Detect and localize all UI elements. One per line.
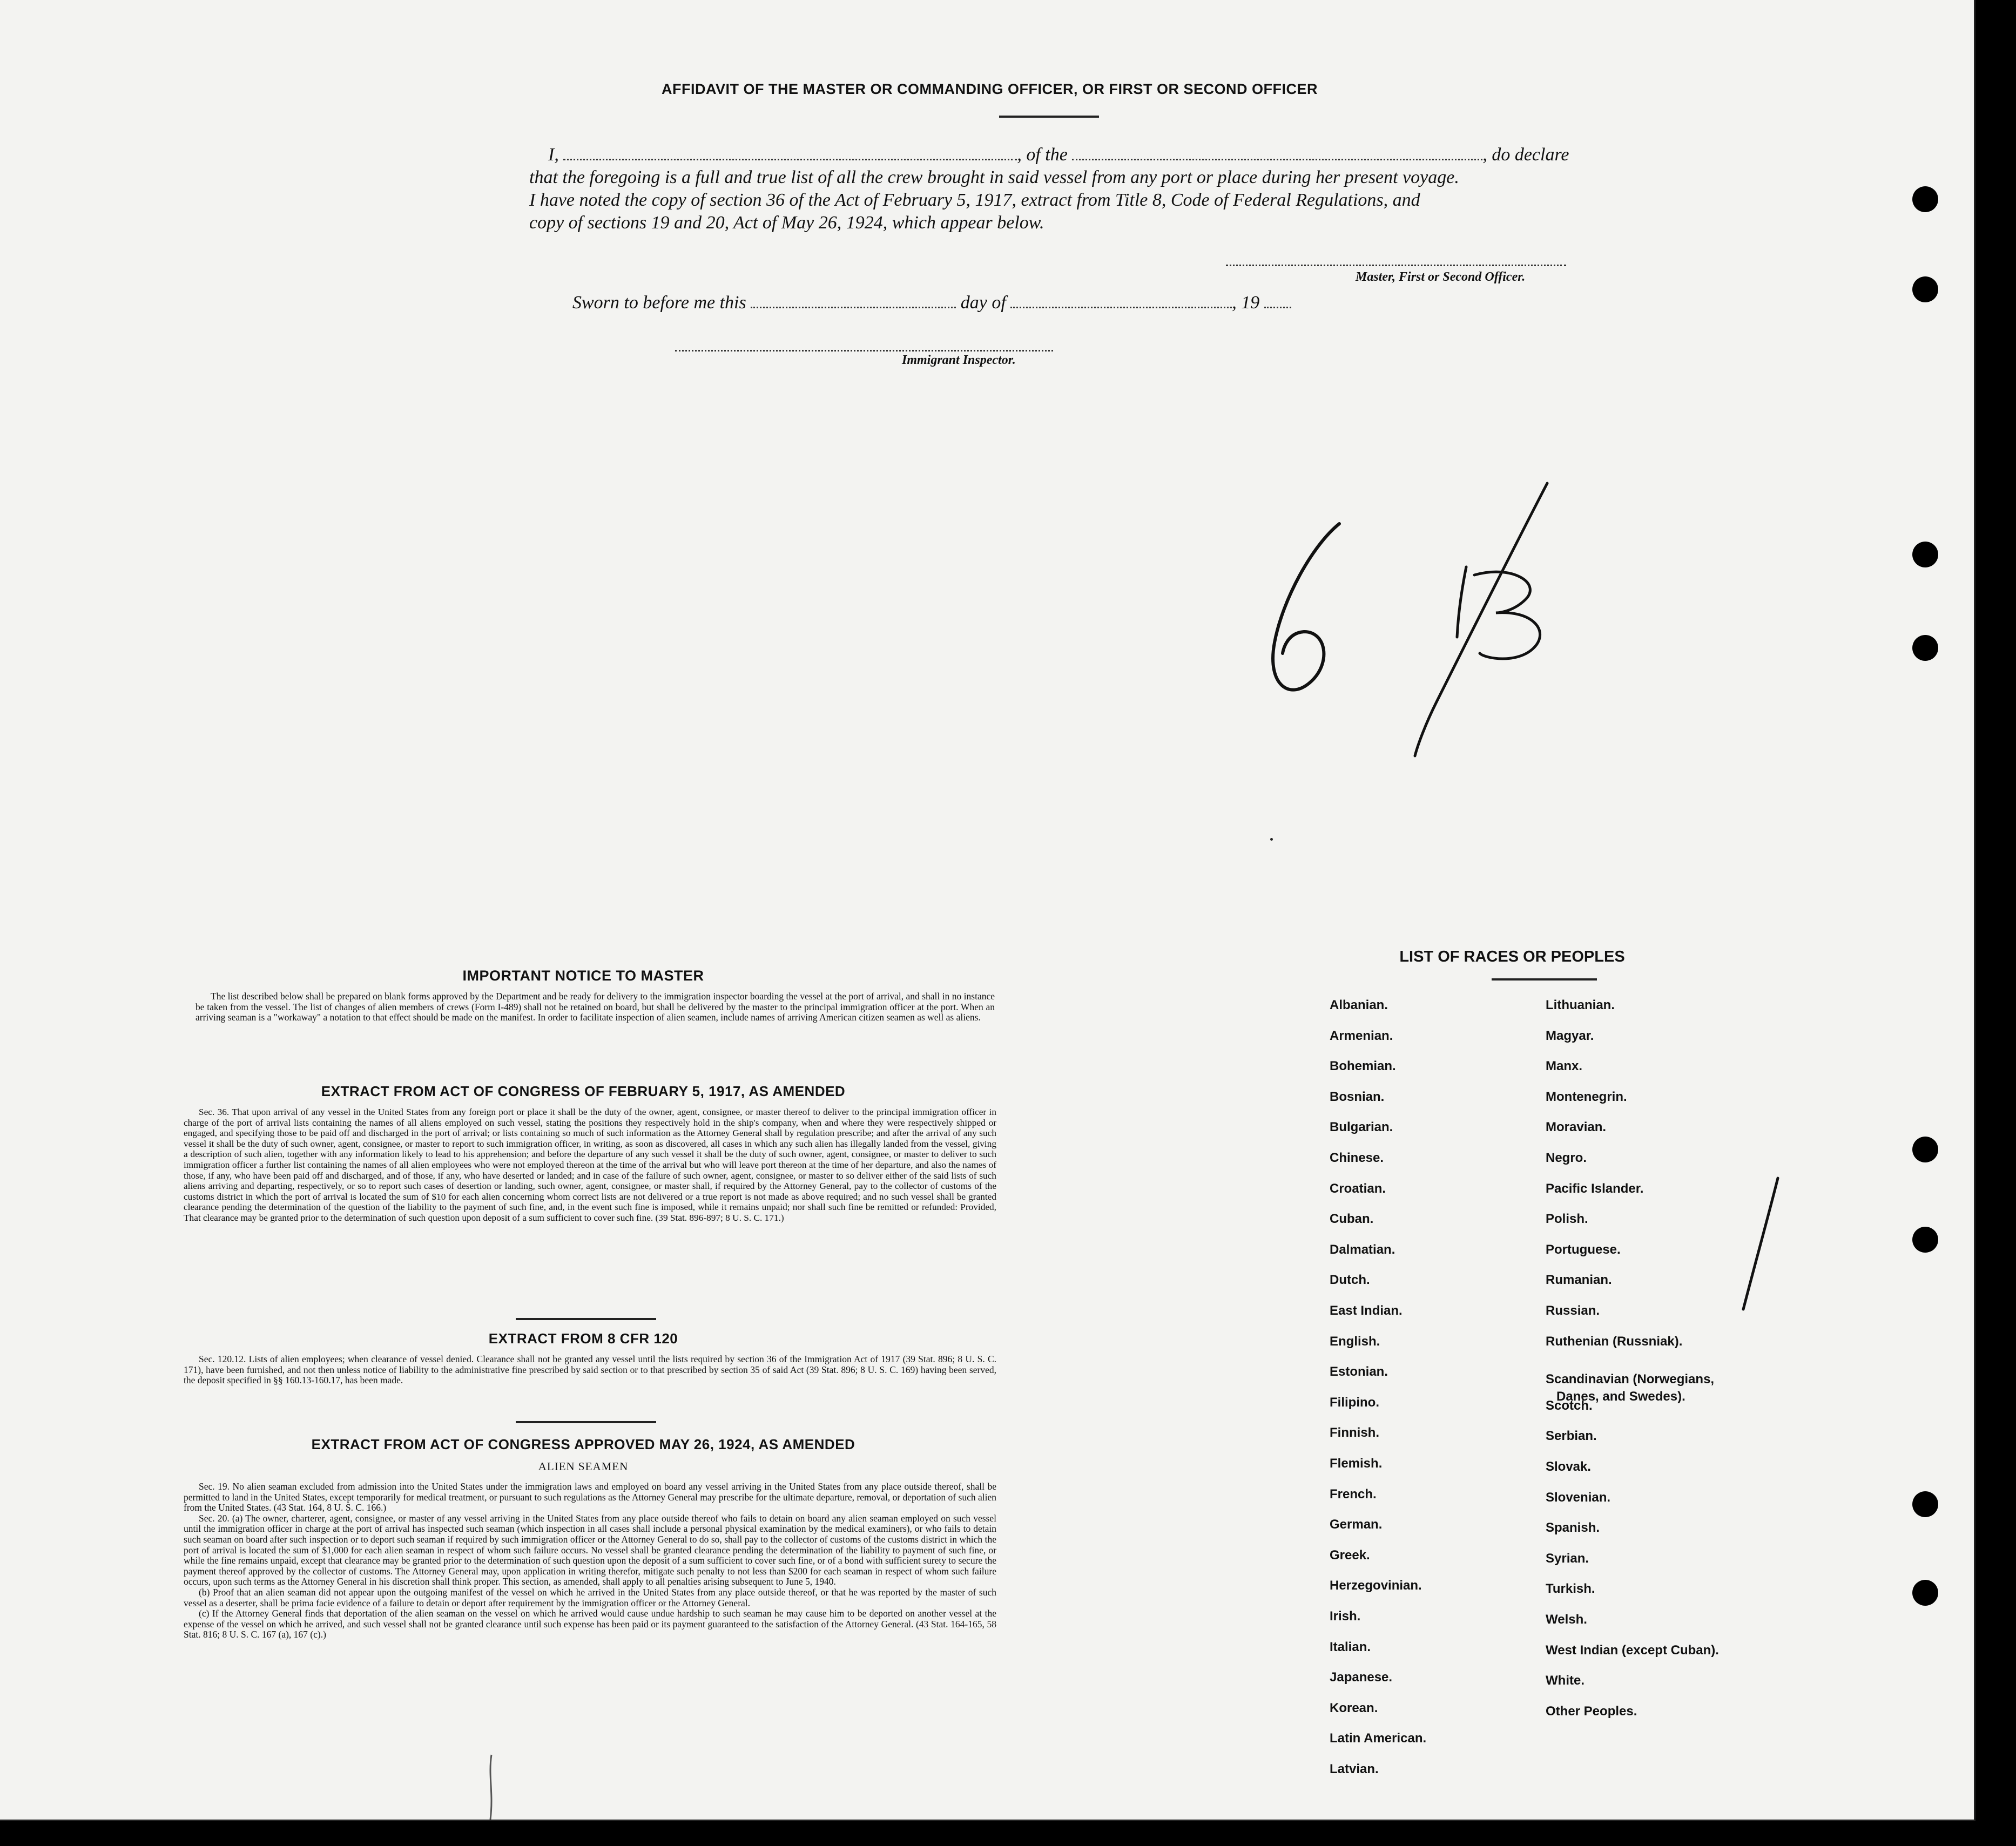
race-item: Korean.: [1330, 1701, 1378, 1715]
notice-body: The list described below shall be prepared on blank forms approved by the Department and be ready for delivery to the immigration inspector boarding the vessel at the port of arrival, and shall in no instance be taken from the vessel. The list of changes of alien members of crews (Form I-489) shall not be retained on board, but shall be delivered by the master to the principal immigration officer at the port. When an arriving seaman is a "workaway" a notation to that effect should be made on the manifest. In order to facilitate inspection of alien seamen, include names of arriving American citizen seamen as well as aliens.: [195, 991, 995, 1023]
race-item: Other Peoples.: [1546, 1704, 1637, 1719]
race-item: Filipino.: [1330, 1395, 1379, 1410]
master-signature-line[interactable]: [1226, 265, 1566, 266]
race-item: Irish.: [1330, 1609, 1361, 1624]
vessel-name-field[interactable]: [1072, 158, 1482, 160]
sec-20b: (b) Proof that an alien seaman did not appear upon the outgoing manifest of the vessel on which he arrived in the United States from any place outside thereof, or that he was reported by the master of such vessel as a deserter, shall be prima facie evidence of a failure to detain or deport after requirement by the immigration officer or the Attorney General.: [184, 1586, 996, 1608]
affidavit-i: I,: [548, 145, 559, 165]
race-item: Negro.: [1546, 1151, 1587, 1165]
sec-20c: (c) If the Attorney General finds that deportation of the alien seaman on the vessel on which he arrived would cause undue hardship to such seaman he may cause him to be deported on another vessel at the expense of the vessel on which he arrived, and such vessel shall not be granted clearance until such expense has been paid or its payment guaranteed to the satisfaction of the Attorney General. (43 Stat. 164-165, 58 Stat. 816; 8 U. S. C. 167 (a), 167 (c).): [184, 1608, 996, 1640]
inspector-signature-line[interactable]: [675, 350, 1053, 351]
race-item: Slovak.: [1546, 1459, 1592, 1474]
affidavit-of-the: , of the: [1017, 145, 1068, 165]
race-item: Welsh.: [1546, 1612, 1587, 1627]
race-item: Serbian.: [1546, 1429, 1597, 1443]
binder-hole-8: [1912, 1580, 1938, 1606]
race-item: Danes, and Swedes).: [1556, 1389, 1685, 1404]
sworn-day-of: day of: [960, 293, 1006, 313]
race-item: Flemish.: [1330, 1456, 1383, 1471]
race-item: Greek.: [1330, 1548, 1370, 1563]
race-item: Japanese.: [1330, 1670, 1393, 1685]
extract-1924-title: EXTRACT FROM ACT OF CONGRESS APPROVED MAY 26, 1924, AS AMENDED: [311, 1436, 855, 1452]
race-item: Latvian.: [1330, 1762, 1379, 1776]
races-title-underline: [1492, 978, 1597, 981]
race-item: Russian.: [1546, 1303, 1600, 1318]
extract-1917-body: Sec. 36. That upon arrival of any vessel in the United States from any foreign port or place it shall be the duty of the owner, agent, consignee, or master thereof to deliver to the principal immigration officer in charge of the port of arrival lists containing the names of all aliens employed on such vessel, stating the positions they respectively hold in the ship's company, when and where they were respectively shipped or engaged, and specifying those to be paid off and discharged in the port of arrival; or lists containing so much of such information as the Attorney General shall by regulation prescribe; and after the arrival of any such vessel it shall be the duty of such owner, agent, consignee, or master to report to such immigration officer, in writing, as soon as discovered, all cases in which any such alien has illegally landed from the vessel, giving a description of such alien, together with any information likely to lead to his apprehension; and before the departure of any such vessel it shall be the duty of such owner, agent, consignee, or master to deliver to such immigration officer a further list containing the names of all alien employees who were not employed thereon at the time of the arrival but who will leave port thereon at the time of her departure, and also the names of those, if any, who have been paid off and discharged, and of those, if any, who have deserted or landed; and in case of the failure of such owner, agent, consignee, or master to so deliver either of the said lists of such aliens arriving and departing, respectively, or so to report such cases of desertion or landing, such owner, agent, consignee, or master shall, if required by the Attorney General, pay to the collector of customs of the customs district in which the port of arrival is located the sum of $10 for each alien concerning whom correct lists are not delivered or a true report is not made as above required; and no such vessel shall be granted clearance pending the determination of the question of the liability to the payment of such fine, and, in the event such fine is imposed, while it remains unpaid; nor shall such fine be remitted or refunded: Provided, That clearance may be granted prior to the determination of such question upon deposit of a sum sufficient to cover such fine. (39 Stat. 896-897; 8 U. S. C. 171.): [184, 1107, 996, 1223]
affidavit-line-4: copy of sections 19 and 20, Act of May 26, 1924, which appear below.: [529, 213, 1044, 233]
binder-hole-7: [1912, 1491, 1938, 1517]
race-item: Syrian.: [1546, 1551, 1589, 1566]
binder-hole-3: [1912, 542, 1938, 567]
race-item: Rumanian.: [1546, 1273, 1612, 1287]
race-item: Bosnian.: [1330, 1090, 1385, 1104]
affidavit-title: AFFIDAVIT OF THE MASTER OR COMMANDING OFFICER, OR FIRST OR SECOND OFFICER: [662, 81, 1318, 97]
races-title: LIST OF RACES OR PEOPLES: [1399, 948, 1625, 965]
race-item: Spanish.: [1546, 1520, 1600, 1535]
race-item: Albanian.: [1330, 998, 1388, 1012]
title-underline: [999, 116, 1099, 118]
race-item: Scandinavian (Norwegians,: [1546, 1372, 1715, 1387]
race-item: Bohemian.: [1330, 1059, 1396, 1073]
binder-hole-6: [1912, 1227, 1938, 1253]
race-item: Latin American.: [1330, 1731, 1427, 1746]
rule-after-cfr: [516, 1421, 656, 1423]
race-item: German.: [1330, 1517, 1383, 1532]
race-item: Italian.: [1330, 1640, 1371, 1654]
binder-hole-2: [1912, 276, 1938, 302]
race-item: Croatian.: [1330, 1181, 1386, 1196]
race-item: Dalmatian.: [1330, 1242, 1395, 1257]
race-item: Finnish.: [1330, 1425, 1379, 1440]
extract-1924-body: [184, 1482, 996, 1640]
race-item: Montenegrin.: [1546, 1090, 1627, 1104]
race-item: Bulgarian.: [1330, 1120, 1393, 1134]
master-name-field[interactable]: [563, 158, 1017, 160]
sec-20a: Sec. 20. (a) The owner, charterer, agent, consignee, or master of any vessel arriving in the United States from any place outside thereof who fails to detain on board any alien seaman employed on such vessel until the immigration officer in charge at the port of arrival has inspected such seaman (which inspection in all cases shall include a personal physical examination by the medical examiners), or who fails to detain such seaman on board after such inspection or to deport such seaman if required by such immigration officer or the Attorney General to do so, shall pay to the collector of customs of the customs district in which the port of arrival is located the sum of $1,000 for each alien seaman in respect of whom such failure occurs. No vessel shall be granted clearance pending the determination of the liability to payment of such fine, or while the fine remains unpaid, except that clearance may be granted prior to the determination of such question upon the deposit of a sum sufficient to cover such fine, or of a bond with sufficient surety to secure the payment thereof approved by the collector of customs. The Attorney General may, upon application in writing therefor, mitigate such penalty to not less than $200 for each seaman in respect of whom such failure occurs, upon such terms as the Attorney General in his discretion shall think proper. This section, as amended, shall apply to all penalties arising subsequent to June 5, 1940.: [184, 1512, 996, 1587]
race-item: Pacific Islander.: [1546, 1181, 1644, 1196]
affidavit-do-declare: , do declare: [1482, 145, 1569, 165]
sworn-line: [572, 292, 1383, 314]
handwritten-page-mark: [1231, 475, 1609, 777]
binder-hole-1: [1912, 186, 1938, 212]
race-item: Turkish.: [1546, 1581, 1595, 1596]
extract-1924-subtitle: ALIEN SEAMEN: [538, 1460, 629, 1473]
rule-after-1917: [516, 1318, 656, 1320]
sec-19: Sec. 19. No alien seaman excluded from admission into the United States under the immigration laws and employed on board any vessel arriving in the United States from any place outside thereof, shall be permitted to land in the United States, except temporarily for medical treatment, or pursuant to such regulations as the Attorney General may prescribe for the ultimate departure, removal, or deportation of such alien from the United States. (43 Stat. 164, 8 U. S. C. 166.): [184, 1481, 996, 1513]
race-item: Cuban.: [1330, 1212, 1374, 1226]
handwritten-tick-mark: [1739, 1177, 1782, 1312]
sworn-year: , 19: [1232, 293, 1260, 313]
affidavit-line-2: that the foregoing is a full and true list of all the crew brought in said vessel from any port or place during her present voyage.: [529, 167, 1459, 187]
race-item: West Indian (except Cuban).: [1546, 1643, 1719, 1658]
inspector-label: Immigrant Inspector.: [902, 353, 1016, 367]
affidavit-line-1: [548, 144, 1574, 166]
race-item: East Indian.: [1330, 1303, 1403, 1318]
race-item: Ruthenian (Russniak).: [1546, 1334, 1683, 1349]
race-item: Chinese.: [1330, 1151, 1384, 1165]
sworn-prefix: Sworn to before me this: [572, 293, 746, 313]
binder-hole-4: [1912, 635, 1938, 661]
race-item: Lithuanian.: [1546, 998, 1615, 1012]
race-item: English.: [1330, 1334, 1380, 1349]
ink-speck: [1270, 838, 1273, 841]
extract-cfr-body: Sec. 120.12. Lists of alien employees; when clearance of vessel denied. Clearance shall not be granted any vessel until the lists required by section 36 of the Immigration Act of 1917 (39 Stat. 896; 8 U. S. C. 171), have been furnished, and not then unless notice of liability to the administrative fine prescribed by said section or to that prescribed by section 35 of said Act (39 Stat. 896; 8 U. S. C. 169) having been served, the deposit specified in §§ 160.13-160.17, has been made.: [184, 1354, 996, 1386]
master-signature-label: Master, First or Second Officer.: [1356, 270, 1526, 284]
race-item: Moravian.: [1546, 1120, 1607, 1134]
extract-cfr-title: EXTRACT FROM 8 CFR 120: [488, 1330, 678, 1347]
race-item: Estonian.: [1330, 1364, 1388, 1379]
race-item: Armenian.: [1330, 1029, 1393, 1043]
sworn-month-field[interactable]: [1010, 306, 1232, 308]
notice-title: IMPORTANT NOTICE TO MASTER: [462, 968, 704, 984]
race-item: Dutch.: [1330, 1273, 1370, 1287]
sworn-year-field[interactable]: [1264, 306, 1291, 308]
race-item: Manx.: [1546, 1059, 1583, 1073]
race-item: Scotch.: [1546, 1398, 1593, 1413]
affidavit-line-3: I have noted the copy of section 36 of the Act of February 5, 1917, extract from Title 8, Code of Federal Regulations, and: [529, 190, 1420, 210]
binder-hole-5: [1912, 1137, 1938, 1162]
race-item: White.: [1546, 1673, 1585, 1688]
race-item: Slovenian.: [1546, 1490, 1611, 1505]
race-item: Magyar.: [1546, 1029, 1594, 1043]
race-item: French.: [1330, 1487, 1377, 1502]
race-item: Polish.: [1546, 1212, 1588, 1226]
race-item: Herzegovinian.: [1330, 1578, 1422, 1593]
extract-1917-title: EXTRACT FROM ACT OF CONGRESS OF FEBRUARY 5, 1917, AS AMENDED: [321, 1083, 846, 1099]
sworn-day-field[interactable]: [751, 306, 956, 308]
race-item: Portuguese.: [1546, 1242, 1621, 1257]
paper-crease-mark: [486, 1755, 497, 1820]
